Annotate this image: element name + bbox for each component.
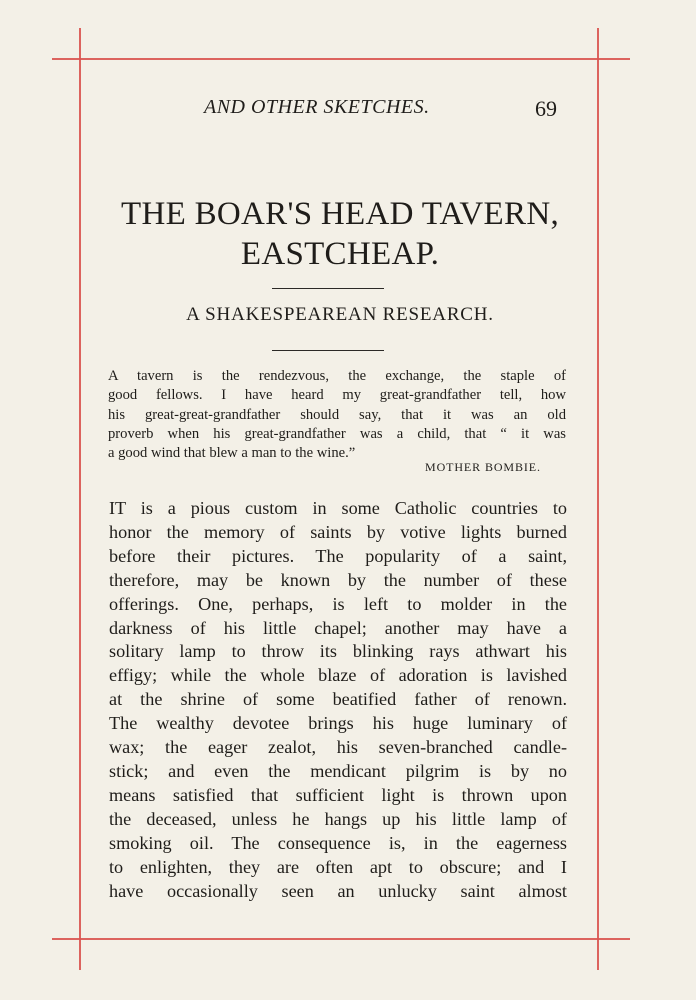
epigraph-line: A tavern is the rendezvous, the exchange, the staple of (108, 368, 566, 384)
body-line: the deceased, unless he hangs up his little lamp of (109, 808, 567, 829)
body-line: IT is a pious custom in some Catholic countries to (109, 498, 567, 518)
body-line: means satisfied that sufficient light is thrown upon (109, 784, 567, 805)
body-line: offerings. One, perhaps, is left to molder in the (109, 593, 567, 614)
body-line: have occasionally seen an unlucky saint almost (109, 880, 567, 901)
body-line: The wealthy devotee brings his huge luminary of (109, 713, 567, 734)
chapter-title-line-1: THE BOAR'S HEAD TAVERN, (120, 196, 559, 232)
epigraph-attribution: MOTHER BOMBIE. (425, 460, 541, 474)
body-line: therefore, may be known by the number of these (109, 569, 567, 590)
right-border-rule (597, 28, 599, 970)
divider-rule (272, 288, 384, 289)
chapter-title (100, 194, 580, 274)
body-line: before their pictures. The popularity of a saint, (109, 545, 567, 566)
bottom-border-rule (52, 938, 630, 940)
left-border-rule (79, 28, 81, 970)
body-line: wax; the eager zealot, his seven-branched candle- (109, 737, 567, 758)
running-head: AND OTHER SKETCHES. (204, 96, 430, 118)
body-line: solitary lamp to throw its blinking rays athwart his (109, 641, 567, 662)
epigraph-line: a good wind that blew a man to the wine.” (108, 445, 356, 462)
body-paragraph (109, 497, 567, 903)
top-border-rule (52, 58, 630, 60)
divider-rule (272, 350, 384, 351)
chapter-subtitle: A SHAKESPEAREAN RESEARCH. (186, 304, 494, 325)
body-line: darkness of his little chapel; another may have a (109, 617, 567, 638)
body-line: at the shrine of some beatified father of renown. (109, 689, 567, 710)
epigraph (108, 367, 566, 463)
body-line: stick; and even the mendicant pilgrim is by no (109, 760, 567, 781)
epigraph-line: good fellows. I have heard my great-grandfather tell, how (108, 387, 566, 404)
page-number: 69 (535, 96, 557, 121)
body-line: to enlighten, they are often apt to obscure; and I (109, 856, 567, 877)
body-line: smoking oil. The consequence is, in the eagerness (109, 832, 567, 853)
body-line: honor the memory of saints by votive lights burned (109, 521, 567, 542)
chapter-title-line-2: EASTCHEAP. (240, 236, 440, 272)
epigraph-line: his great-great-grandfather should say, that it was an old (108, 406, 566, 423)
body-line: effigy; while the whole blaze of adoration is lavished (109, 665, 567, 686)
epigraph-line: proverb when his great-grandfather was a child, that “ it was (108, 425, 566, 442)
